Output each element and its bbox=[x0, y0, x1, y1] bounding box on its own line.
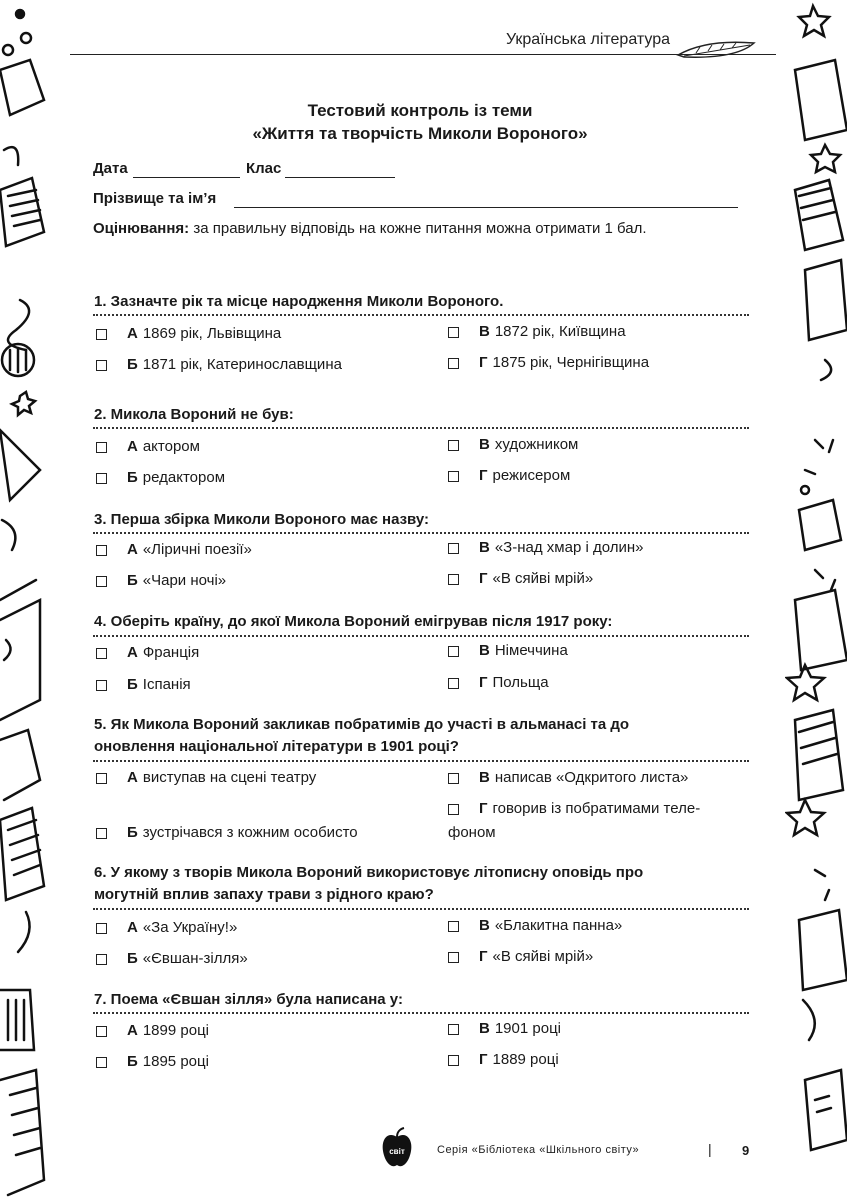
subject-title: Українська література bbox=[505, 31, 670, 48]
option-1a[interactable]: А 1869 рік, Львівщина bbox=[96, 323, 281, 345]
option-3v[interactable]: В «З-над хмар і долин» bbox=[448, 537, 643, 559]
option-3g[interactable]: Г «В сяйві мрій» bbox=[448, 568, 593, 590]
option-5v[interactable]: В написав «Одкритого листа» bbox=[448, 767, 688, 789]
question-6: 6. У якому з творів Микола Вороний використовує літописну оповідь про могутній вплив запаху трави з рідного краю? bbox=[94, 864, 644, 903]
option-4v[interactable]: В Німеччина bbox=[448, 640, 568, 662]
option-5a[interactable]: А виступав на сцені театру bbox=[96, 767, 316, 789]
checkbox[interactable] bbox=[448, 804, 459, 815]
option-3a[interactable]: А «Ліричні поезії» bbox=[96, 539, 252, 561]
option-6b[interactable]: Б «Євшан-зілля» bbox=[96, 948, 248, 970]
option-5b[interactable]: Б зустрічався з кожним особисто bbox=[96, 822, 358, 844]
subject-header bbox=[70, 30, 776, 55]
checkbox[interactable] bbox=[448, 327, 459, 338]
checkbox[interactable] bbox=[96, 828, 107, 839]
option-2v[interactable]: В художником bbox=[448, 434, 578, 456]
option-1v[interactable]: В 1872 рік, Київщина bbox=[448, 321, 626, 343]
checkbox[interactable] bbox=[448, 471, 459, 482]
option-4a[interactable]: А Франція bbox=[96, 642, 199, 664]
option-5g[interactable]: Г говорив із побратимами теле- bbox=[448, 798, 700, 820]
option-6a[interactable]: А «За Україну!» bbox=[96, 917, 237, 939]
option-2g[interactable]: Г режисером bbox=[448, 465, 570, 487]
option-6g[interactable]: Г «В сяйві мрій» bbox=[448, 946, 593, 968]
class-field[interactable] bbox=[285, 160, 395, 178]
checkbox[interactable] bbox=[96, 648, 107, 659]
checkbox[interactable] bbox=[96, 576, 107, 587]
dotted-divider bbox=[93, 1012, 749, 1014]
checkbox[interactable] bbox=[448, 773, 459, 784]
name-label: Прізвище та ім’я bbox=[93, 190, 217, 207]
grading-note bbox=[93, 220, 647, 237]
checkbox[interactable] bbox=[96, 954, 107, 965]
checkbox[interactable] bbox=[96, 545, 107, 556]
checkbox[interactable] bbox=[448, 543, 459, 554]
checkbox[interactable] bbox=[448, 921, 459, 932]
grading-text: за правильну відповідь на кожне питання можна отримати 1 бал. bbox=[189, 220, 647, 237]
page-footer bbox=[380, 1133, 760, 1173]
dotted-divider bbox=[93, 427, 749, 429]
question-4: 4. Оберіть країну, до якої Микола Вороний емігрував після 1917 року: bbox=[94, 613, 613, 630]
dotted-divider bbox=[93, 635, 749, 637]
date-field[interactable] bbox=[133, 160, 240, 178]
feather-icon bbox=[676, 39, 756, 61]
checkbox[interactable] bbox=[448, 1055, 459, 1066]
checkbox[interactable] bbox=[96, 1026, 107, 1037]
option-7b[interactable]: Б 1895 році bbox=[96, 1051, 209, 1073]
checkbox[interactable] bbox=[448, 646, 459, 657]
right-doodle-border bbox=[785, 0, 847, 1200]
checkbox[interactable] bbox=[448, 678, 459, 689]
test-topic: «Життя та творчість Миколи Вороного» bbox=[252, 124, 588, 143]
checkbox[interactable] bbox=[448, 440, 459, 451]
option-2b[interactable]: Б редактором bbox=[96, 467, 225, 489]
checkbox[interactable] bbox=[96, 773, 107, 784]
checkbox[interactable] bbox=[96, 442, 107, 453]
dotted-divider bbox=[93, 314, 749, 316]
checkbox[interactable] bbox=[448, 952, 459, 963]
checkbox[interactable] bbox=[96, 923, 107, 934]
page-number: 9 bbox=[742, 1143, 750, 1158]
dotted-divider bbox=[93, 760, 749, 762]
date-label: Дата bbox=[93, 160, 128, 177]
dotted-divider bbox=[93, 908, 749, 910]
option-6v[interactable]: В «Блакитна панна» bbox=[448, 915, 622, 937]
checkbox[interactable] bbox=[448, 358, 459, 369]
option-7a[interactable]: А 1899 році bbox=[96, 1020, 209, 1042]
option-4b[interactable]: Б Іспанія bbox=[96, 674, 191, 696]
series-title: Серія «Бібліотека «Шкільного світу» bbox=[437, 1144, 640, 1156]
question-3: 3. Перша збірка Миколи Вороного має назву: bbox=[94, 511, 430, 528]
option-1b[interactable]: Б 1871 рік, Катеринославщина bbox=[96, 354, 342, 376]
checkbox[interactable] bbox=[96, 360, 107, 371]
option-7v[interactable]: В 1901 році bbox=[448, 1018, 561, 1040]
option-4g[interactable]: Г Польща bbox=[448, 672, 549, 694]
checkbox[interactable] bbox=[96, 1057, 107, 1068]
option-2a[interactable]: А актором bbox=[96, 436, 200, 458]
logo-text: світ bbox=[389, 1147, 405, 1156]
left-doodle-border bbox=[0, 0, 46, 1200]
option-3b[interactable]: Б «Чари ночі» bbox=[96, 570, 226, 592]
name-field[interactable] bbox=[234, 190, 738, 208]
checkbox[interactable] bbox=[96, 680, 107, 691]
grading-label: Оцінювання: bbox=[93, 220, 190, 237]
option-1g[interactable]: Г 1875 рік, Чернігівщина bbox=[448, 352, 649, 374]
class-label: Клас bbox=[246, 160, 282, 177]
checkbox[interactable] bbox=[448, 1024, 459, 1035]
question-2: 2. Микола Вороний не був: bbox=[94, 406, 294, 423]
checkbox[interactable] bbox=[96, 329, 107, 340]
test-title: Тестовий контроль із теми bbox=[307, 101, 533, 120]
question-5: 5. Як Микола Вороний закликав побратимів до участі в альманасі та до оновлення національної літератури в 1901 році? bbox=[94, 716, 630, 755]
dotted-divider bbox=[93, 532, 749, 534]
question-1: 1. Зазначте рік та місце народження Миколи Вороного. bbox=[94, 293, 504, 310]
footer-separator: | bbox=[708, 1141, 712, 1157]
question-7: 7. Поема «Євшан зілля» була написана у: bbox=[94, 991, 403, 1008]
apple-logo-icon bbox=[380, 1127, 414, 1169]
option-5g-continuation: фоном bbox=[448, 824, 496, 841]
option-7g[interactable]: Г 1889 році bbox=[448, 1049, 559, 1071]
checkbox[interactable] bbox=[448, 574, 459, 585]
checkbox[interactable] bbox=[96, 473, 107, 484]
